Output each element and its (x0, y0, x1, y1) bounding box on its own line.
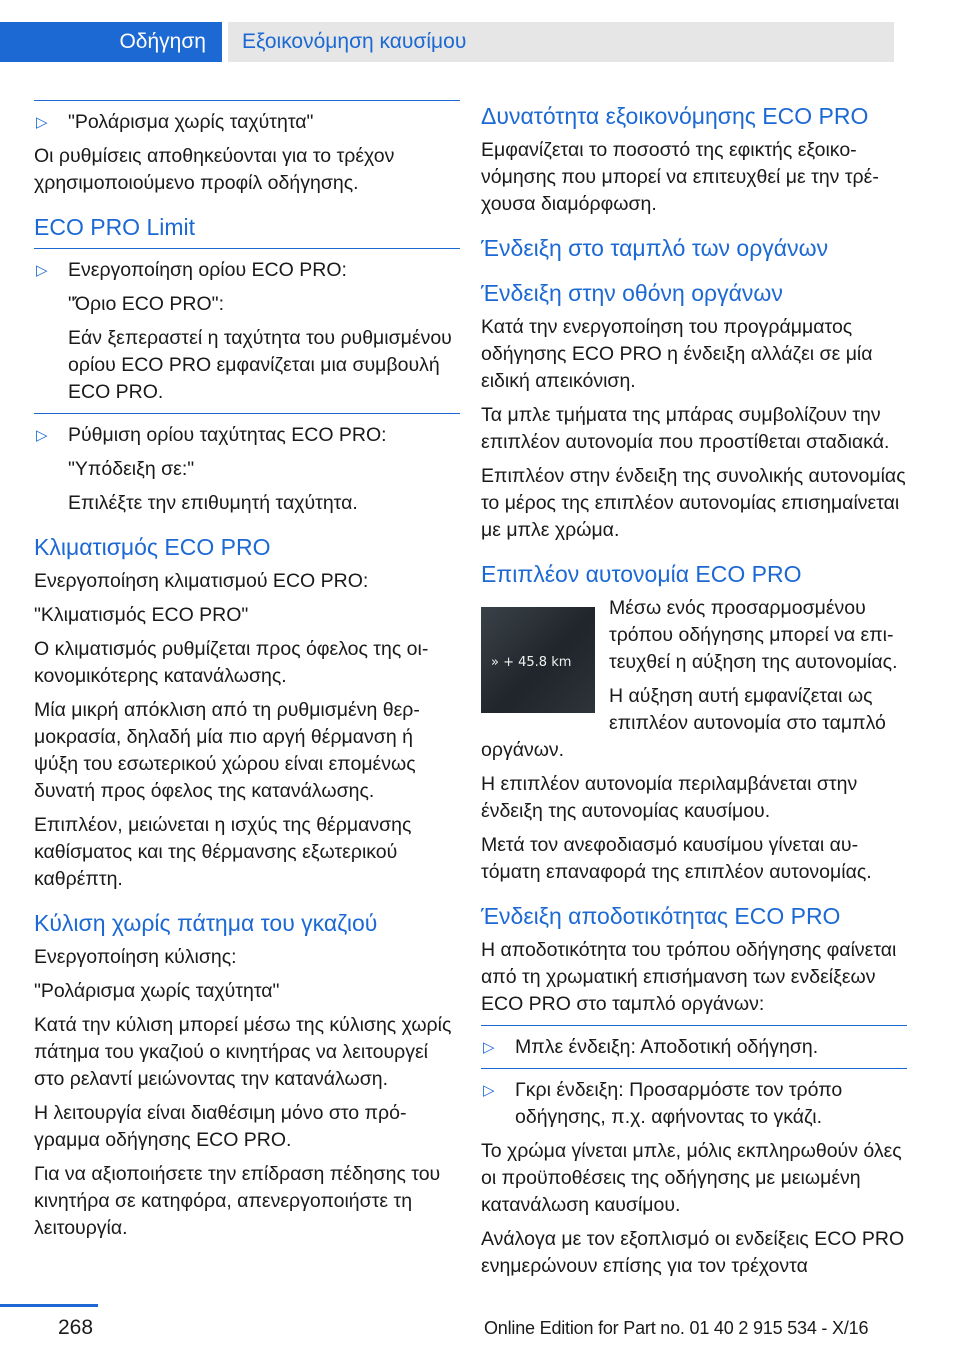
paragraph: Ενεργοποίηση κλιματισμού ECO PRO: (34, 570, 369, 592)
bullet-divider (34, 100, 460, 101)
section-heading-eco-pro-limit: ECO PRO Limit (34, 214, 196, 240)
paragraph: Ανάλογα με τον εξοπλισμό οι ενδείξεις ECO PRO ενημερώνουν επίσης για τον τρέχοντα (481, 1228, 905, 1277)
paragraph: Η επιπλέον αυτονομία περιλαμβάνεται στην ένδειξη της αυτονομίας καυσίμου. (481, 773, 858, 822)
left-column (34, 100, 460, 1249)
paragraph: Οι ρυθμίσεις αποθηκεύονται για το τρέχον χρησιμοποιούμενο προφίλ οδήγησης. (34, 145, 395, 194)
tab-fuel-saving[interactable]: Εξοικονόμηση καυσίμου (228, 22, 894, 62)
bullet-divider (481, 1025, 907, 1026)
bullet-item (481, 1034, 907, 1061)
header-tabs (0, 0, 960, 64)
paragraph: Η αποδοτικότητα του τρόπου οδήγησης φαίνεται από τη χρωματική επισήμανση των ενδείξεων ECO PRO στο ταμπλό οργάνων: (481, 939, 897, 1015)
paragraph: Μέσω ενός προσαρμοσμένου τρόπου οδήγησης μπορεί να επιτευχθεί η αύξηση της αυτονομίας. (609, 597, 898, 673)
edition-info: Online Edition for Part no. 01 40 2 915 534 - X/16 (484, 1318, 869, 1338)
bullet-text: "Ρολάρισμα χωρίς ταχύτητα" (68, 111, 314, 133)
arrow-bullet-icon: ▷ (483, 1039, 495, 1056)
paragraph: Για να αξιοποιήσετε την επίδραση πέδησης του κινητήρα σε κατηφόρα, απενεργοποιήστε τη λειτουργία. (34, 1163, 441, 1239)
paragraph: Επιπλέον στην ένδειξη της συνολικής αυτονομίας το μέρος της επιπλέον αυτονομίας επισημαίνεται με μπλε χρώμα. (481, 465, 906, 541)
paragraph: Κατά την ενεργοποίηση του προγράμματος οδήγησης ECO PRO η ένδειξη αλλάζει σε μία ειδική απεικόνιση. (481, 316, 873, 392)
paragraph: Η λειτουργία είναι διαθέσιμη μόνο στο πρόγραμμα οδήγησης ECO PRO. (34, 1102, 407, 1151)
bullet-sub-text: Εάν ξεπεραστεί η ταχύτητα του ρυθμισμένου ορίου ECO PRO εμφανίζεται μια συμβουλή ECO PRO. (68, 327, 452, 403)
bullet-sub-text: Επιλέξτε την επιθυμητή ταχύτητα. (68, 492, 358, 514)
section-heading-extra-range: Επιπλέον αυτονομία ECO PRO (481, 561, 802, 587)
paragraph: "Κλιματισμός ECO PRO" (34, 604, 249, 626)
paragraph: "Ρολάρισμα χωρίς ταχύτητα" (34, 980, 280, 1002)
paragraph: Εμφανίζεται το ποσοστό της εφικτής εξοικονόμησης που μπορεί να επιτευχθεί με την τρέχουσα διαμόρφωση. (481, 139, 879, 215)
footer-accent-line (0, 1304, 98, 1307)
bullet-divider (34, 413, 460, 414)
paragraph: Η αύξηση αυτή εμφανίζεται ως επιπλέον αυτονομία στο ταμπλό οργάνων. (481, 685, 886, 761)
bullet-item (34, 422, 460, 449)
bullet-sub-text: "Υπόδειξη σε:" (68, 458, 195, 480)
paragraph: Μία μικρή απόκλιση από τη ρυθμισμένη θερμοκρασία, δηλαδή μία πιο αργή θέρμανση ή ψύξη του εσωτερικού χώρου είναι επομένως δυνατή προς όφελος της κατανάλωσης. (34, 699, 420, 802)
bullet-text: Ενεργοποίηση ορίου ECO PRO: (68, 259, 347, 281)
bullet-text: Μπλε ένδειξη: Αποδοτική οδήγηση. (515, 1036, 819, 1058)
section-heading-instrument-cluster: Ένδειξη στο ταμπλό των οργάνων (481, 235, 829, 261)
bullet-divider (34, 248, 460, 249)
bullet-item (34, 109, 460, 136)
bullet-divider (481, 1068, 907, 1069)
paragraph: Ενεργοποίηση κύλισης: (34, 946, 237, 968)
section-heading-saving-potential: Δυνατότητα εξοικονόμησης ECO PRO (481, 103, 869, 129)
range-display-readout: » + 45.8 km (491, 655, 572, 670)
arrow-bullet-icon: ▷ (36, 427, 48, 444)
paragraph: Τα μπλε τμήματα της μπάρας συμβολίζουν την επιπλέον αυτονομία που προστίθεται σταδιακά. (481, 404, 890, 453)
right-column (481, 100, 907, 1287)
section-heading-efficiency: Ένδειξη αποδοτικότητας ECO PRO (481, 903, 841, 929)
paragraph: Το χρώμα γίνεται μπλε, μόλις εκπληρωθούν όλες οι προϋποθέσεις της οδήγησης με μειωμένη κατανάλωση καυσίμου. (481, 1140, 902, 1216)
paragraph: Κατά την κύλιση μπορεί μέσω της κύλισης χωρίς πάτημα του γκαζιού ο κινητήρας να λειτουργεί στο ρελαντί μειώνοντας την κατανάλωση. (34, 1014, 452, 1090)
paragraph: Μετά τον ανεφοδιασμό καυσίμου γίνεται αυτόματη επαναφορά της επιπλέον αυτονομίας. (481, 834, 872, 883)
bullet-item (34, 257, 460, 284)
page-number: 268 (58, 1316, 94, 1339)
bullet-text: Ρύθμιση ορίου ταχύτητας ECO PRO: (68, 424, 387, 446)
range-display-image (481, 607, 595, 713)
bullet-text: Γκρι ένδειξη: Προσαρμόστε τον τρόπο οδήγησης, π.χ. αφήνοντας το γκάζι. (515, 1079, 843, 1128)
section-heading-instrument-display: Ένδειξη στην οθόνη οργάνων (481, 280, 783, 306)
arrow-bullet-icon: ▷ (36, 262, 48, 279)
paragraph: Ο κλιματισμός ρυθμίζεται προς όφελος της οικονομικότερης κατανάλωσης. (34, 638, 429, 687)
bullet-sub-text: "Όριο ECO PRO": (68, 293, 224, 315)
extra-range-block (481, 595, 907, 771)
section-heading-coasting: Κύλιση χωρίς πάτημα του γκαζιού (34, 910, 378, 936)
arrow-bullet-icon: ▷ (483, 1082, 495, 1099)
paragraph: Επιπλέον, μειώνεται η ισχύς της θέρμανσης καθίσματος και της θέρμανσης εξωτερικού καθρέπτη. (34, 814, 412, 890)
bullet-item (481, 1077, 907, 1131)
arrow-bullet-icon: ▷ (36, 114, 48, 131)
tab-driving[interactable]: Οδήγηση (0, 22, 222, 62)
section-heading-climate: Κλιματισμός ECO PRO (34, 534, 271, 560)
